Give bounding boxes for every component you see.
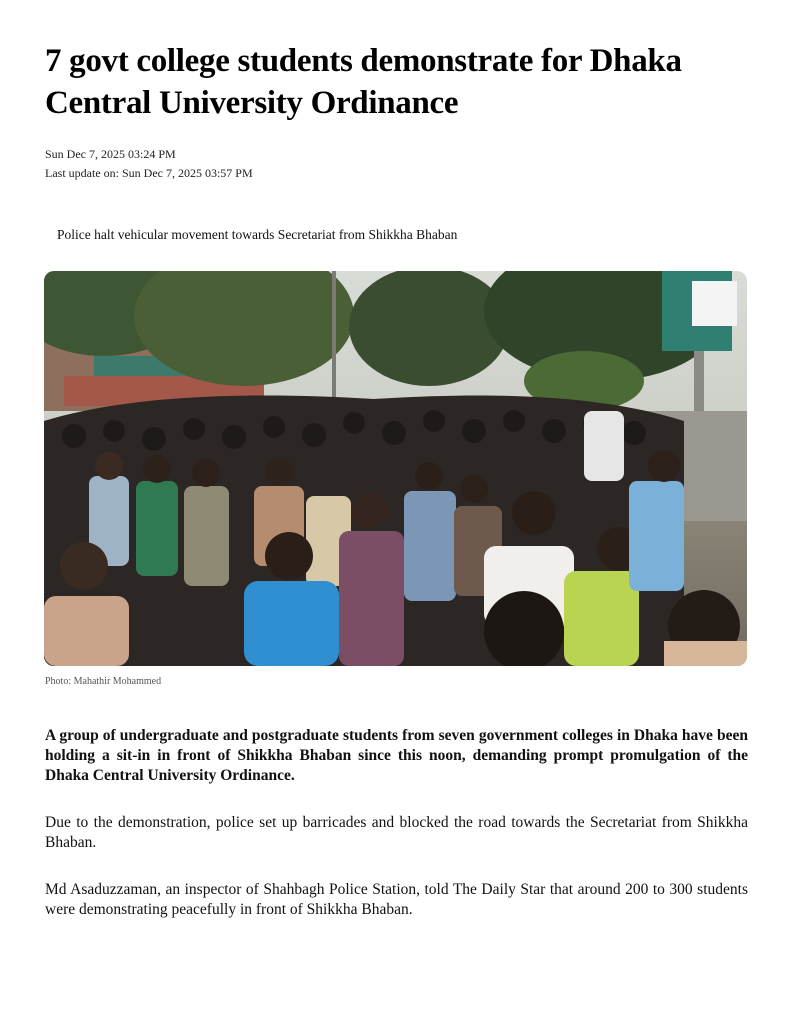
article-paragraph: Md Asaduzzaman, an inspector of Shahbagh Police Station, told The Daily Star that around 200 to 300 students were demonstrating peacefully in front of Shikkha Bhaban. bbox=[45, 881, 748, 918]
published-date: Sun Dec 7, 2025 03:24 PM bbox=[45, 147, 176, 161]
article-headline: 7 govt college students demonstrate for Dhaka Central University Ordinance bbox=[45, 43, 682, 121]
article-subheadline: Police halt vehicular movement towards Secretariat from Shikkha Bhaban bbox=[57, 227, 458, 242]
article-photo bbox=[44, 271, 747, 666]
article-lead: A group of undergraduate and postgraduate students from seven government colleges in Dhaka have been holding a sit-in in front of Shikkha Bhaban since this noon, demanding prompt promulgation of the Dhaka Central University Ordinance. bbox=[45, 727, 748, 784]
article-paragraph: Due to the demonstration, police set up barricades and blocked the road towards the Secretariat from Shikkha Bhaban. bbox=[45, 814, 748, 851]
photo-credit: Photo: Mahathir Mohammed bbox=[45, 676, 162, 687]
last-update-date: Last update on: Sun Dec 7, 2025 03:57 PM bbox=[45, 166, 253, 180]
